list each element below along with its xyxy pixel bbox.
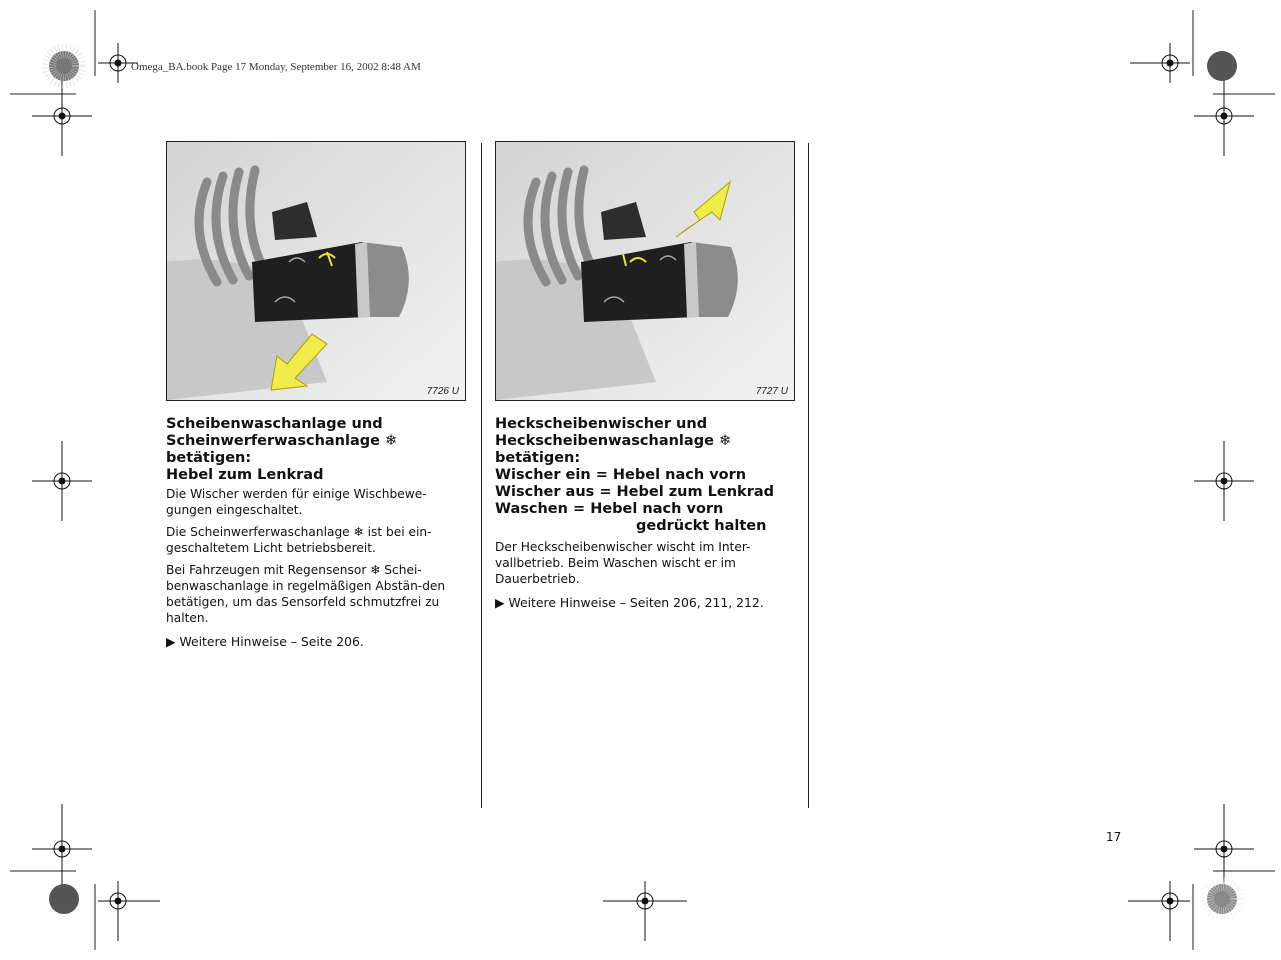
figure-wiper-lever-toward-steering-wheel <box>166 141 466 401</box>
print-header: Omega_BA.book Page 17 Monday, September 16, 2002 8:48 AM <box>131 61 421 73</box>
column-rule <box>481 143 482 808</box>
heading-line: betätigen: <box>166 450 252 466</box>
heading-line: Scheibenwaschanlage und <box>166 416 383 432</box>
section-heading <box>495 416 795 535</box>
rear-wiper-lever-illustration <box>496 142 794 400</box>
heading-line: Scheinwerferwaschanlage ❄ <box>166 433 398 449</box>
cross-reference: ▶ Weitere Hinweise – Seiten 206, 211, 212. <box>495 595 764 610</box>
column-rule <box>808 143 809 808</box>
heading-line: Wischer ein = Hebel nach vorn <box>495 467 747 483</box>
body-paragraph: Der Heckscheibenwischer wischt im Inter-vallbetrieb. Beim Waschen wischt er im Dauerbetrieb. <box>495 540 751 586</box>
figure-code: 7727 U <box>755 386 788 397</box>
heading-line: Heckscheibenwaschanlage ❄ <box>495 433 732 449</box>
figure-code: 7726 U <box>426 386 459 397</box>
figure-rear-wiper-lever-forward <box>495 141 795 401</box>
body-paragraph: Die Scheinwerferwaschanlage ❄ ist bei ein-geschaltetem Licht betriebsbereit. <box>166 525 432 555</box>
heading-line: Heckscheibenwischer und <box>495 416 708 432</box>
left-column <box>166 416 466 650</box>
right-column <box>495 416 795 611</box>
body-paragraph: Die Wischer werden für einige Wischbewe-gungen eingeschaltet. <box>166 487 427 517</box>
page-number: 17 <box>1106 830 1122 844</box>
heading-line: gedrückt halten <box>636 518 767 534</box>
heading-line: Hebel zum Lenkrad <box>166 467 324 483</box>
cross-reference: ▶ Weitere Hinweise – Seite 206. <box>166 634 364 649</box>
heading-line: Waschen = Hebel nach vorn <box>495 501 724 517</box>
body-paragraph: Bei Fahrzeugen mit Regensensor ❄ Schei-benwaschanlage in regelmäßigen Abstän-den betätigen, um das Sensorfeld schmutzfrei zu halten. <box>166 563 446 625</box>
section-heading <box>166 416 466 484</box>
wiper-lever-illustration <box>167 142 465 400</box>
heading-line: betätigen: <box>495 450 581 466</box>
heading-line: Wischer aus = Hebel zum Lenkrad <box>495 484 775 500</box>
